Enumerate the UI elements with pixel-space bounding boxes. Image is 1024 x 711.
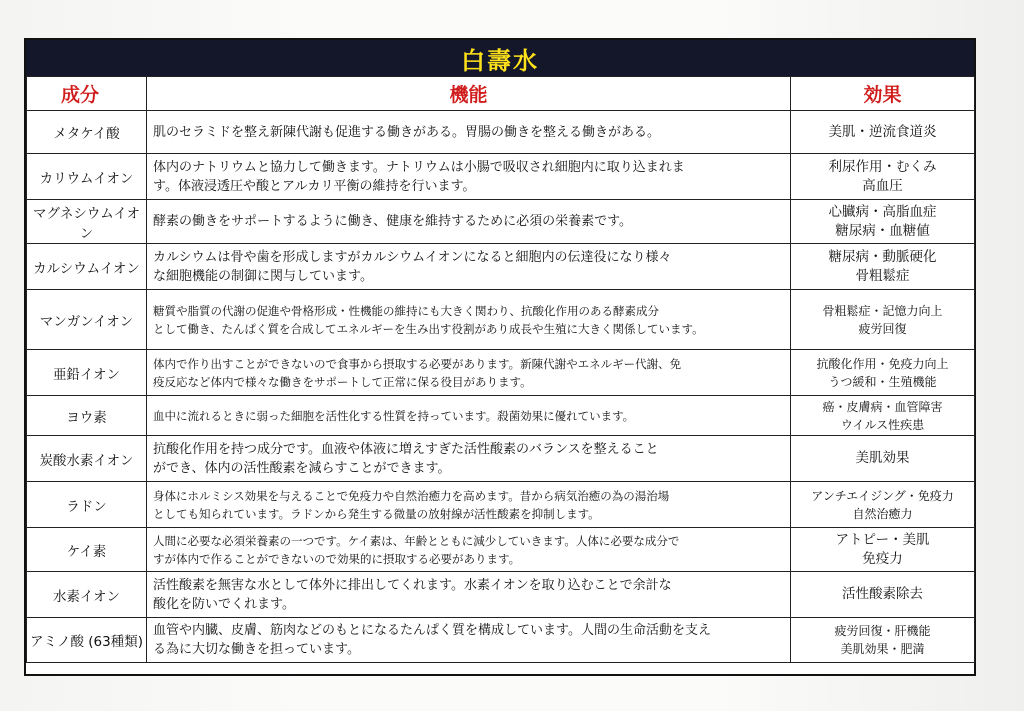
table-row: [27, 528, 975, 572]
function-line: 人間に必要な必須栄養素の一つです。ケイ素は、年齢とともに減少していきます。人体に必要な成分で: [153, 533, 680, 548]
effect-line: うつ緩和・生殖機能: [828, 374, 937, 389]
ingredient-cell: ケイ素: [27, 528, 147, 572]
effect-line: 糖尿病・動脈硬化: [828, 248, 937, 265]
effect-cell: [791, 436, 975, 482]
effect-line: 活性酸素除去: [842, 586, 923, 602]
function-line: 体内で作り出すことができないので食事から摂取する必要があります。新陳代謝やエネルギー代謝、免: [153, 356, 682, 371]
function-line: カルシウムは骨や歯を形成しますがカルシウムイオンになると細胞内の伝達役になり様々: [153, 249, 672, 265]
function-line: 抗酸化作用を持つ成分です。血液や体液に増えすぎた活性酸素のバランスを整えること: [153, 441, 659, 457]
function-cell: [147, 482, 791, 528]
effect-cell: [791, 618, 975, 663]
effect-line: 糖尿病・血糖値: [835, 222, 930, 239]
function-line: す。体液浸透圧や酸とアルカリ平衡の維持を行います。: [153, 178, 476, 194]
ingredient-cell: メタケイ酸: [27, 111, 147, 154]
header-row: [27, 77, 975, 111]
ingredient-cell: ヨウ素: [27, 396, 147, 436]
ingredient-cell: 水素イオン: [27, 572, 147, 618]
function-line: 身体にホルミシス効果を与えることで免疫力や自然治癒力を高めます。昔から病気治癒の為の湯治場: [153, 488, 670, 503]
function-line: 肌のセラミドを整え新陳代謝も促進する働きがある。胃腸の働きを整える働きがある。: [153, 124, 661, 140]
effect-cell: [791, 200, 975, 244]
table-row: [27, 572, 975, 618]
table-row: [27, 350, 975, 396]
ingredient-cell: ラドン: [27, 482, 147, 528]
function-cell: [147, 154, 791, 200]
table-row: [27, 111, 975, 154]
effect-line: 美肌・逆流食道炎: [828, 123, 937, 140]
table-row: [27, 290, 975, 350]
function-line: すが体内で作ることができないので効果的に摂取する必要があります。: [153, 551, 521, 566]
effect-line: 高血圧: [862, 177, 903, 194]
effect-line: 癌・皮膚病・血管障害: [822, 399, 943, 414]
effect-cell: [791, 528, 975, 572]
table-row: [27, 396, 975, 436]
function-line: 糖質や脂質の代謝の促進や骨格形成・性機能の維持にも大きく関わり、抗酸化作用のある酵素成分: [153, 303, 659, 318]
ingredient-table: [26, 76, 975, 663]
ingredient-table-container: [24, 38, 976, 676]
function-line: として働き、たんぱく質を合成してエネルギーを生み出す役割があり成長や生殖に大きく関係しています。: [153, 321, 704, 336]
ingredient-cell: カルシウムイオン: [27, 244, 147, 290]
effect-line: 骨粗鬆症: [855, 267, 910, 284]
effect-cell: [791, 572, 975, 618]
effect-line: 疲労回復・肝機能: [834, 624, 931, 638]
table-row: [27, 244, 975, 290]
effect-cell: [791, 244, 975, 290]
ingredient-cell: アミノ酸 (63種類): [27, 618, 147, 663]
title-bar: [26, 40, 974, 76]
function-line: としても知られています。ラドンから発生する微量の放射線が活性酸素を抑制します。: [153, 506, 600, 521]
function-cell: [147, 244, 791, 290]
effect-cell: [791, 350, 975, 396]
table-row: [27, 436, 975, 482]
function-line: 酵素の働きをサポートするように働き、健康を維持するために必須の栄養素です。: [153, 214, 633, 229]
effect-line: 美肌効果: [855, 450, 910, 466]
function-line: 血管や内臓、皮膚、筋肉などのもとになるたんぱく質を構成しています。人間の生命活動を支え: [153, 623, 711, 638]
function-line: 血中に流れるときに弱った細胞を活性化する性質を持っています。殺菌効果に優れています。: [153, 408, 635, 423]
effect-line: 利尿作用・むくみ: [828, 158, 937, 175]
ingredient-cell: カリウムイオン: [27, 154, 147, 200]
function-line: 体内のナトリウムと協力して働きます。ナトリウムは小腸で吸収され細胞内に取り込まれま: [153, 159, 685, 175]
ingredient-cell: マグネシウムイオン: [27, 200, 147, 244]
function-line: な細胞機能の制御に関与しています。: [153, 268, 373, 284]
effect-cell: [791, 290, 975, 350]
function-line: 活性酸素を無害な水として体外に排出してくれます。水素イオンを取り込むことで余計な: [153, 577, 672, 593]
function-cell: [147, 396, 791, 436]
header-function: 機能: [147, 77, 791, 111]
effect-cell: [791, 396, 975, 436]
table-row: [27, 618, 975, 663]
function-line: ができ、体内の活性酸素を減らすことができます。: [153, 460, 451, 476]
effect-line: 抗酸化作用・免疫力向上: [816, 356, 949, 371]
function-cell: [147, 290, 791, 350]
effect-line: 骨粗鬆症・記憶力向上: [822, 303, 943, 318]
table-row: [27, 482, 975, 528]
table-title: 白壽水: [461, 46, 539, 75]
effect-line: 美肌効果・肥満: [840, 642, 925, 656]
effect-cell: [791, 482, 975, 528]
function-cell: [147, 572, 791, 618]
effect-cell: [791, 111, 975, 154]
effect-line: ウイルス性疾患: [840, 417, 925, 432]
ingredient-cell: 炭酸水素イオン: [27, 436, 147, 482]
function-line: 酸化を防いでくれます。: [153, 596, 295, 612]
table-row: [27, 200, 975, 244]
function-cell: [147, 528, 791, 572]
effect-line: 免疫力: [862, 550, 903, 567]
function-cell: [147, 350, 791, 396]
effect-line: アンチエイジング・免疫力: [811, 488, 954, 503]
function-line: る為に大切な働きを担っています。: [153, 642, 360, 657]
effect-cell: [791, 154, 975, 200]
effect-line: アトピー・美肌: [835, 531, 930, 548]
function-line: 疫反応など体内で様々な働きをサポートして正常に保る役目があります。: [153, 374, 532, 389]
table-row: [27, 154, 975, 200]
function-cell: [147, 111, 791, 154]
header-effect: 効果: [791, 77, 975, 111]
ingredient-cell: 亜鉛イオン: [27, 350, 147, 396]
effect-line: 自然治癒力: [852, 506, 913, 521]
effect-line: 心臓病・高脂血症: [828, 203, 937, 220]
ingredient-cell: マンガンイオン: [27, 290, 147, 350]
function-cell: [147, 436, 791, 482]
header-ingredient: 成分: [27, 77, 147, 111]
function-cell: [147, 618, 791, 663]
function-cell: [147, 200, 791, 244]
effect-line: 疲労回復: [858, 321, 907, 336]
